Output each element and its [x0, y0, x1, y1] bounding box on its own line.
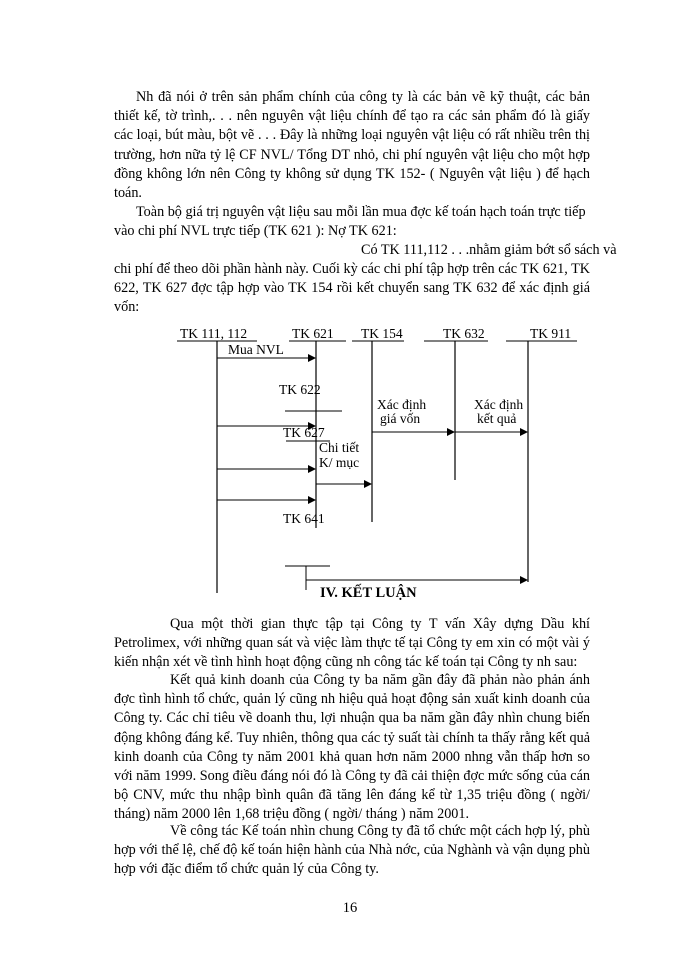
- paragraph-conclusion-intro: Qua một thời gian thực tập tại Công ty T vấn Xây dựng Dầu khí Petrolimex, với những quan sát và việc làm thực tế tại Công ty em xin có một vài ý kiến nhận xét về tình hình hoạt động cũng nh công tác kế toán tại Công ty nh sau:: [114, 616, 590, 671]
- label-tk-641: TK 641: [283, 511, 325, 526]
- paragraph-business-results: Kết quả kinh doanh của Công ty ba năm gần đây đã phản nào phản ánh đợc tình hình tổ chức, quản lý cũng nh hiệu quả hoạt động sản xuất kinh doanh của Công ty. Các chỉ tiêu về doanh thu, lợi nhuận qua ba năm gần đây nhìn chung biến động không đáng kể. Tuy nhiên, thông qua các tỷ suất tài chính ta thấy rằng kết quả kinh doanh của Công ty năm 2001 khả quan hơn năm 2000 nhng vẫn thấp hơn so với năm 1999. Song điều đáng nói đó là Công ty đã cải thiện đợc mức sống của cán bộ CNV, mức thu nhập bình quân đã tăng lên đáng kể từ 1,35 triệu đồng ( ngời/ tháng) năm 2000 lên 1,68 triệu đồng ( ngời/ tháng ) năm 2001.: [114, 672, 590, 823]
- label-tk-627: TK 627: [283, 425, 325, 440]
- paragraph-accounting-work: Về công tác Kế toán nhìn chung Công ty đã tổ chức một cách hợp lý, phù hợp với thể lệ, chế độ kế toán hiện hành của Nhà nớc, của Nghành và vận dụng phù hợp với đặc điểm tổ chức quản lý của Công ty.: [114, 823, 590, 878]
- label-xac-dinh-gia-von-line-1: Xác định: [377, 397, 427, 412]
- paragraph-recording-line-1: Toàn bộ giá trị nguyên vật liệu sau mỗi lần mua đợc kế toán hạch toán trực tiếp: [136, 204, 586, 220]
- label-mua-nvl: Mua NVL: [228, 342, 284, 357]
- label-tk-632: TK 632: [443, 326, 485, 341]
- label-xac-dinh-ket-qua-line-2: kết quả: [477, 411, 517, 426]
- page-number: 16: [342, 900, 358, 916]
- label-tk-621: TK 621: [292, 326, 334, 341]
- label-tk-622: TK 622: [279, 382, 321, 397]
- label-xac-dinh-ket-qua-line-1: Xác định: [474, 397, 524, 412]
- label-tk-111-112: TK 111, 112: [180, 326, 248, 341]
- section-heading-ket-luan: IV. KẾT LUẬN: [320, 585, 417, 601]
- label-tk-911: TK 911: [530, 326, 572, 341]
- paragraph-materials: Nh đã nói ở trên sản phẩm chính của công ty là các bản vẽ kỹ thuật, các bản thiết kế, tờ trình,. . . nên nguyên vật liệu chính để tạo ra các sản phẩm đó là giấy các loại, bút màu, bột vẽ . . . Đây là những loại nguyên vật liệu có rất nhiều trên thị trường, hơn nữa tỷ lệ CF NVL/ Tổng DT nhỏ, chi phí nguyên vật liệu cho một hợp đồng không lớn nên Công ty không sử dụng TK 152- ( Nguyên vật liệu ) để hạch toán.: [114, 89, 590, 202]
- label-xac-dinh-gia-von-line-2: giá vốn: [380, 411, 421, 426]
- paragraph-recording-line-3: Có TK 111,112 . . .nhằm giảm bớt sổ sách và: [361, 242, 617, 258]
- label-k-muc: K/ mục: [319, 455, 360, 470]
- label-tk-154: TK 154: [361, 326, 403, 341]
- paragraph-recording-line-2: vào chi phí NVL trực tiếp (TK 621 ): Nợ TK 621:: [114, 223, 397, 239]
- label-chi-tiet: Chi tiết: [319, 440, 360, 455]
- paragraph-recording-rest: chi phí để theo dõi phần hành này. Cuối kỳ các chi phí tập hợp trên các TK 621, TK 622, TK 627 đợc tập hợp vào TK 154 rồi kết chuyển sang TK 632 để xác định giá vốn:: [114, 261, 590, 316]
